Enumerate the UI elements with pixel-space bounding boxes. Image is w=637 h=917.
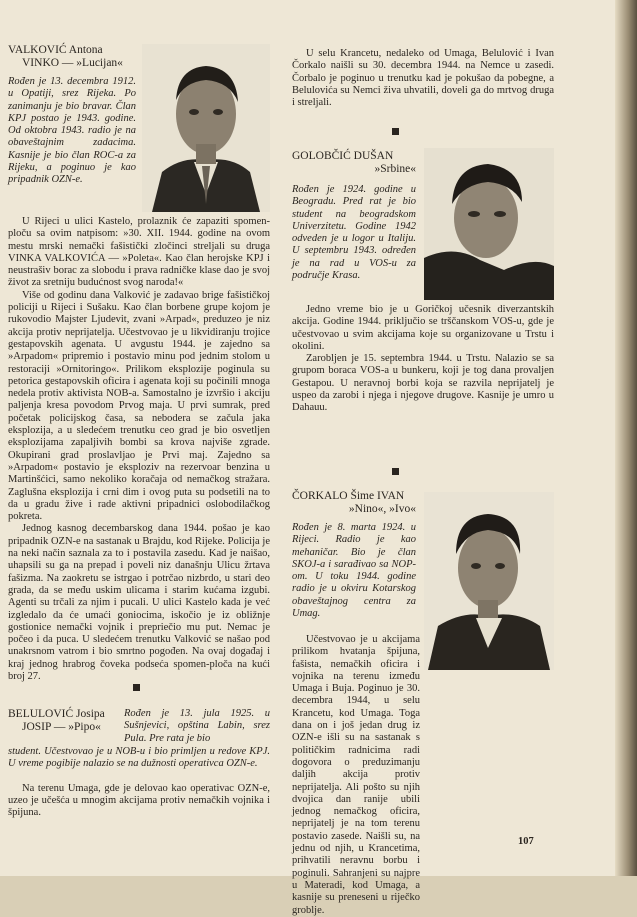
valkovic-paragraph-2: Više od godinu dana Valković je zadavao brige fašističkoj policiji u Rijeci i Sušaku. Kao član borbene grupe kojom je rukovodio Majster Ljudevit, zvani »Arpad«, preduzeo je niz akcija protiv neprijatelja. Učestvovao je u likvidiranju trojice gestapovskih agenata. U avgustu 1944. je zajedno sa »Arpadom« pripremio i postavio minu pod jednim stolom u restoraciji »Ornitoringo«. Prilikom eksplozije poginula su petorica gestapovskih oficira i agenata koji su počinili mnoga nedela protiv aktivista NOB-a. Samostalno je izvršio i akciju paljenja kresa povodom Prvog maja. U prvi sumrak, pred početak policijskog časa, sa nebodera se začula jaka eksplozija, a u sledećem trenutku ceo grad je bio osvetljen eksplozijama zapaljivih bombi sa krova najviše zgrade. Okupirani grad proslavljao je Prvi maj. Zajedno sa »Arpadom« postavio je eksploziv na rezervoar benzina u Martinšćici, samo nekoliko koračaja od nemačkog stražara. Zaglušna eksplozija i crni dim i ovog puta su podsetili na to da u gradu žive i rade aktivni pripadnici oslobodilačkog pokreta. [8,289,270,523]
section-bullet [133,684,140,691]
belulovic-paragraph-2: U selu Krancetu, nedaleko od Umaga, Belulović i Ivan Čorkalo naišli su 30. decembra 1944. na Nemce u zasedi. Čorbalo je poginuo u trenutku kad je pokušao da pobegne, a Belulovića su Nemci živa uhvatili, doveli ga do mrtvog druga i streljali. [292,48,554,109]
golobcic-header [292,150,416,176]
valkovic-story [8,216,270,683]
golobcic-bio: Rođen je 1924. godine u Beogradu. Pred rat je bio student na beogradskom Univerzitetu. Godine 1942 odveden je u logor u Italiju. U septembru 1943. određen je na rad u VOS-u za područje Krasa. [292,184,416,282]
golobcic-portrait [424,148,554,300]
belulovic-name: BELULOVIĆ Josipa [8,708,105,720]
corkalo-nickname: »Nino«, »Ivo« [348,503,416,515]
belulovic-header [8,708,120,734]
golobcic-name: GOLOBČIĆ DUŠAN [292,150,394,162]
valkovic-bio: Rođen je 13. decembra 1912. u Opatiji, srez Rijeka. Po zanimanju je bio bravar. Član KPJ postao je 1943. godine. Od oktobra 1943. radio je na obaveštajnim zadacima. Kasnije je bio član ROC-a za Rijeku, a poginuo je kao pripadnik OZN-e. [8,76,136,186]
golobcic-story [292,304,554,415]
page-number: 107 [518,836,534,847]
corkalo-bio: Rođen je 8. marta 1924. u Rijeci. Radio je kao mehaničar. Bio je član SKOJ-a i sarađivao sa NOP-om. U toku 1944. godine radio je u okviru Kotarskog obaveštajnog centra za Umag. [292,522,416,620]
corkalo-story [292,634,554,917]
corkalo-paragraph-1: Učestvovao je u akcijama prilikom hvatanja špijuna, fašista, nemačkih oficira i vojnika na terenu između Umaga i Buja. Poginuo je 30. decembra 1944, u selu Krancetu, kod Umaga. Toga dana on i još jedan drug iz OZN-e išli su na sastanak s političkim radnicima radi dogovora o preduzimanju daljih akcija protiv neprijatelja. Ali pošto su njih dvojica dan ranije ubili jednog nemačkog oficira, neprijatelj je na tom terenu postavio zasede. Naišli su, na jednu od njih, u Krancetima, prihvatili neravnu borbu i poginuli. Sahranjeni su najpre u Materadi, kod Umaga, a kasnije su preneseni u riječko groblje. [292,634,420,916]
corkalo-header [292,490,416,516]
corkalo-name: ČORKALO Šime IVAN [292,490,405,502]
valkovic-paragraph-3: Jednog kasnog decembarskog dana 1944. pošao je kao pripadnik OZN-e na sastanak u Brajdu, kod Rijeke. Policija je na neki način saznala za to i postavila zasedu. Kad je naišao, uhapsili su ga na prepad i poveli niz današnju Ulicu žrtava fašizma. Na zaokretu se istrgao i potrčao nizbrdo, u stari deo grada, da se među uskim ulicama i starim kućama izgubi. Agenti su trčali za njim i pucali. U ulici Kastelo kada je već izgledalo da će umaći goniocima, iskočio je iz obližnje gostionice nemački vojnik i prepriečio mu put. Nemac je počeo i da puca. U sledećem trenutku Valković se našao pod unakrsnom vatrom i bio smrtno pogođen. Na ovaj događaj i kraj jednog hrabrog čoveka podseća spomen-ploča na kući broj 27. [8,523,270,682]
section-bullet [392,468,399,475]
belulovic-continuation [292,48,554,109]
belulovic-bio-side: Rođen je 13. jula 1925. u Sušnjevici, opština Labin, srez Pula. Pre rata je bio [124,708,270,744]
belulovic-paragraph-1: Na terenu Umaga, gde je delovao kao operativac OZN-e, uzeo je učešća u mnogim akcijama protiv nemačkih vojnika i špijuna. [8,782,270,819]
belulovic-nickname: JOSIP — »Pipo« [22,721,101,733]
valkovic-header [8,44,136,70]
valkovic-portrait [142,44,270,212]
valkovic-name: VALKOVIĆ Antona [8,44,103,56]
golobcic-paragraph-2: Zarobljen je 15. septembra 1944. u Trstu. Nalazio se sa grupom boraca VOS-a u bunkeru, koji je tog dana provaljen Gestapou. U neravnoj borbi koja se razvila neprijatelj je uspeo da zarobi i njega i njegove drugove. Kasnije je umro u Dahauu. [292,353,554,414]
belulovic-bio: student. Učestvovao je u NOB-u i bio primljen u redove KPJ. U vreme pogibije nalazio se na dužnosti operativca OZN-e. [8,746,270,770]
golobcic-paragraph-1: Jedno vreme bio je u Goričkoj učesnik diverzantskih akcija. Godine 1944. priključio se trščanskom VOS-u, gde je učestvovao u svim akcijama koje su organizovane u Trstu i okolini. [292,304,554,352]
golobcic-nickname: »Srbine« [374,163,416,175]
valkovic-paragraph-1: U Rijeci u ulici Kastelo, prolaznik će zapaziti spomen-ploču sa ovim natpisom: »30. XII. 1944. godine na ovom mestu mrski nemački fašistički zločinci streljali su druga VINKA VALKOVIĆA — »Poleta«. Kao član herojske KPJ i neustrašiv borac za slobodu i prava radničke klase dao je svoj život za sretniju budućnost svog naroda!« [8,216,270,289]
belulovic-story [8,746,270,819]
book-spine-shadow [615,0,637,876]
section-bullet [392,128,399,135]
valkovic-nickname: VINKO — »Lucijan« [22,57,123,69]
